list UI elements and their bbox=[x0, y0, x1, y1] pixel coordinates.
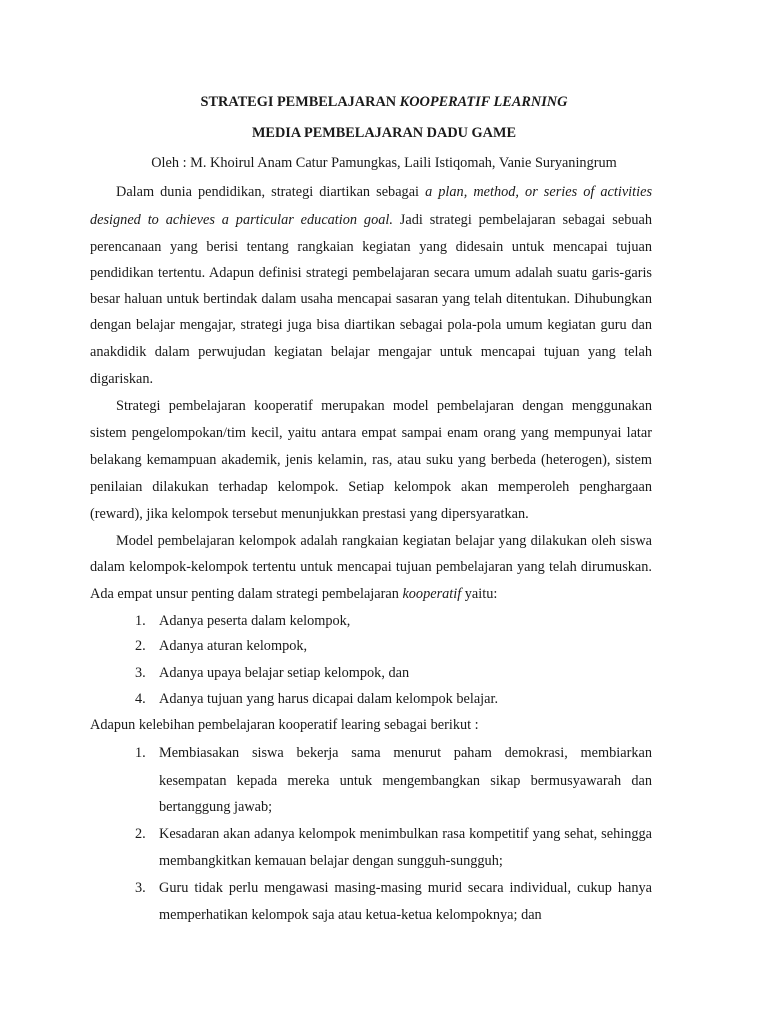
para1-line7: anakdidik dalam perwujudan kegiatan belajar mengajar untuk mencapai tujuan yang telah bbox=[90, 344, 652, 360]
para1-line1-plain: Dalam dunia pendidikan, strategi diartikan sebagai bbox=[116, 184, 426, 200]
para2-line5: (reward), jika kelompok tersebut menunjukkan prestasi yang dipersyaratkan. bbox=[90, 506, 529, 522]
para1-line8: digariskan. bbox=[90, 371, 154, 387]
para1-line1-italic: a plan, method, or series of activities bbox=[425, 184, 653, 200]
para3-line3-italic: kooperatif bbox=[402, 586, 462, 602]
advantages-intro: Adapun kelebihan pembelajaran kooperatif learing sebagai berikut : bbox=[90, 717, 479, 733]
authors-line: Oleh : M. Khoirul Anam Catur Pamungkas, Laili Istiqomah, Vanie Suryaningrum bbox=[151, 155, 617, 171]
list2-item1-line1: Membiasakan siswa bekerja sama menurut paham demokrasi, membiarkan bbox=[159, 745, 652, 761]
list2-item3-line1: Guru tidak perlu mengawasi masing-masing murid secara individual, cukup hanya bbox=[159, 880, 652, 896]
para2-line4: penilaian dilakukan terhadap kelompok. Setiap kelompok akan memperoleh penghargaan bbox=[90, 479, 652, 495]
para1-line2 bbox=[90, 211, 652, 229]
list2-item1-line2: kesempatan kepada mereka untuk mengembangkan sikap bermusyawarah dan bbox=[159, 773, 652, 789]
title-plain: STRATEGI PEMBELAJARAN bbox=[200, 94, 400, 110]
para3-line3-tail: yaitu: bbox=[461, 586, 498, 602]
para3-line1: Model pembelajaran kelompok adalah rangkaian kegiatan belajar yang dilakukan oleh siswa bbox=[116, 533, 652, 549]
list1-number: 1. bbox=[135, 613, 146, 629]
list1-number: 3. bbox=[135, 665, 146, 681]
list1-item: Adanya aturan kelompok, bbox=[159, 638, 308, 654]
para1-line4: pendidikan tertentu. Adapun definisi strategi pembelajaran secara umum adalah suatu garis-garis bbox=[90, 265, 652, 281]
para1-line3: perencanaan yang berisi tentang rangkaian kegiatan yang didesain untuk mencapai tujuan bbox=[90, 239, 652, 255]
para1-line2-italic: designed to achieves a particular education goal. bbox=[90, 212, 393, 228]
title-italic: KOOPERATIF LEARNING bbox=[399, 94, 568, 110]
list1-item: Adanya peserta dalam kelompok, bbox=[159, 613, 351, 629]
para3-line3-plain: Ada empat unsur penting dalam strategi pembelajaran bbox=[90, 586, 403, 602]
para1-line6: dengan belajar mengajar, strategi juga bisa diartikan sebagai pola-pola umum kegiatan guru dan bbox=[90, 317, 652, 333]
para2-line2: sistem pengelompokan/tim kecil, yaitu antara empat sampai enam orang yang mempunyai latar bbox=[90, 425, 652, 441]
para2-line3: belakang kemampuan akademik, jenis kelamin, ras, atau suku yang berbeda (heterogen), sistem bbox=[90, 452, 652, 468]
para3-line2: dalam kelompok-kelompok tertentu untuk mencapai tujuan pembelajaran yang telah dirumuskan. bbox=[90, 559, 652, 575]
para3-line3 bbox=[90, 585, 497, 603]
list2-item3-line2: memperhatikan kelompok saja atau ketua-ketua kelompoknya; dan bbox=[159, 907, 542, 923]
document-subtitle: MEDIA PEMBELAJARAN DADU GAME bbox=[251, 125, 517, 141]
list1-number: 4. bbox=[135, 691, 146, 707]
list2-item2-line1: Kesadaran akan adanya kelompok menimbulkan rasa kompetitif yang sehat, sehingga bbox=[159, 826, 652, 842]
document-title bbox=[0, 93, 768, 111]
para1-line5: besar haluan untuk bertindak dalam usaha mencapai sasaran yang telah ditentukan. Dihubungkan bbox=[90, 291, 652, 307]
list2-item1-line3: bertanggung jawab; bbox=[159, 799, 273, 815]
list1-item: Adanya upaya belajar setiap kelompok, dan bbox=[159, 665, 410, 681]
list2-item2-line2: membangkitkan kemauan belajar dengan sungguh-sungguh; bbox=[159, 853, 503, 869]
list2-number: 2. bbox=[135, 826, 146, 842]
para2-line1: Strategi pembelajaran kooperatif merupakan model pembelajaran dengan menggunakan bbox=[116, 398, 652, 414]
list1-item: Adanya tujuan yang harus dicapai dalam kelompok belajar. bbox=[159, 691, 499, 707]
list1-number: 2. bbox=[135, 638, 146, 654]
para1-line2-plain: Jadi strategi pembelajaran sebagai sebuah bbox=[392, 212, 652, 228]
list2-number: 1. bbox=[135, 745, 146, 761]
para1-line1 bbox=[116, 183, 652, 201]
list2-number: 3. bbox=[135, 880, 146, 896]
